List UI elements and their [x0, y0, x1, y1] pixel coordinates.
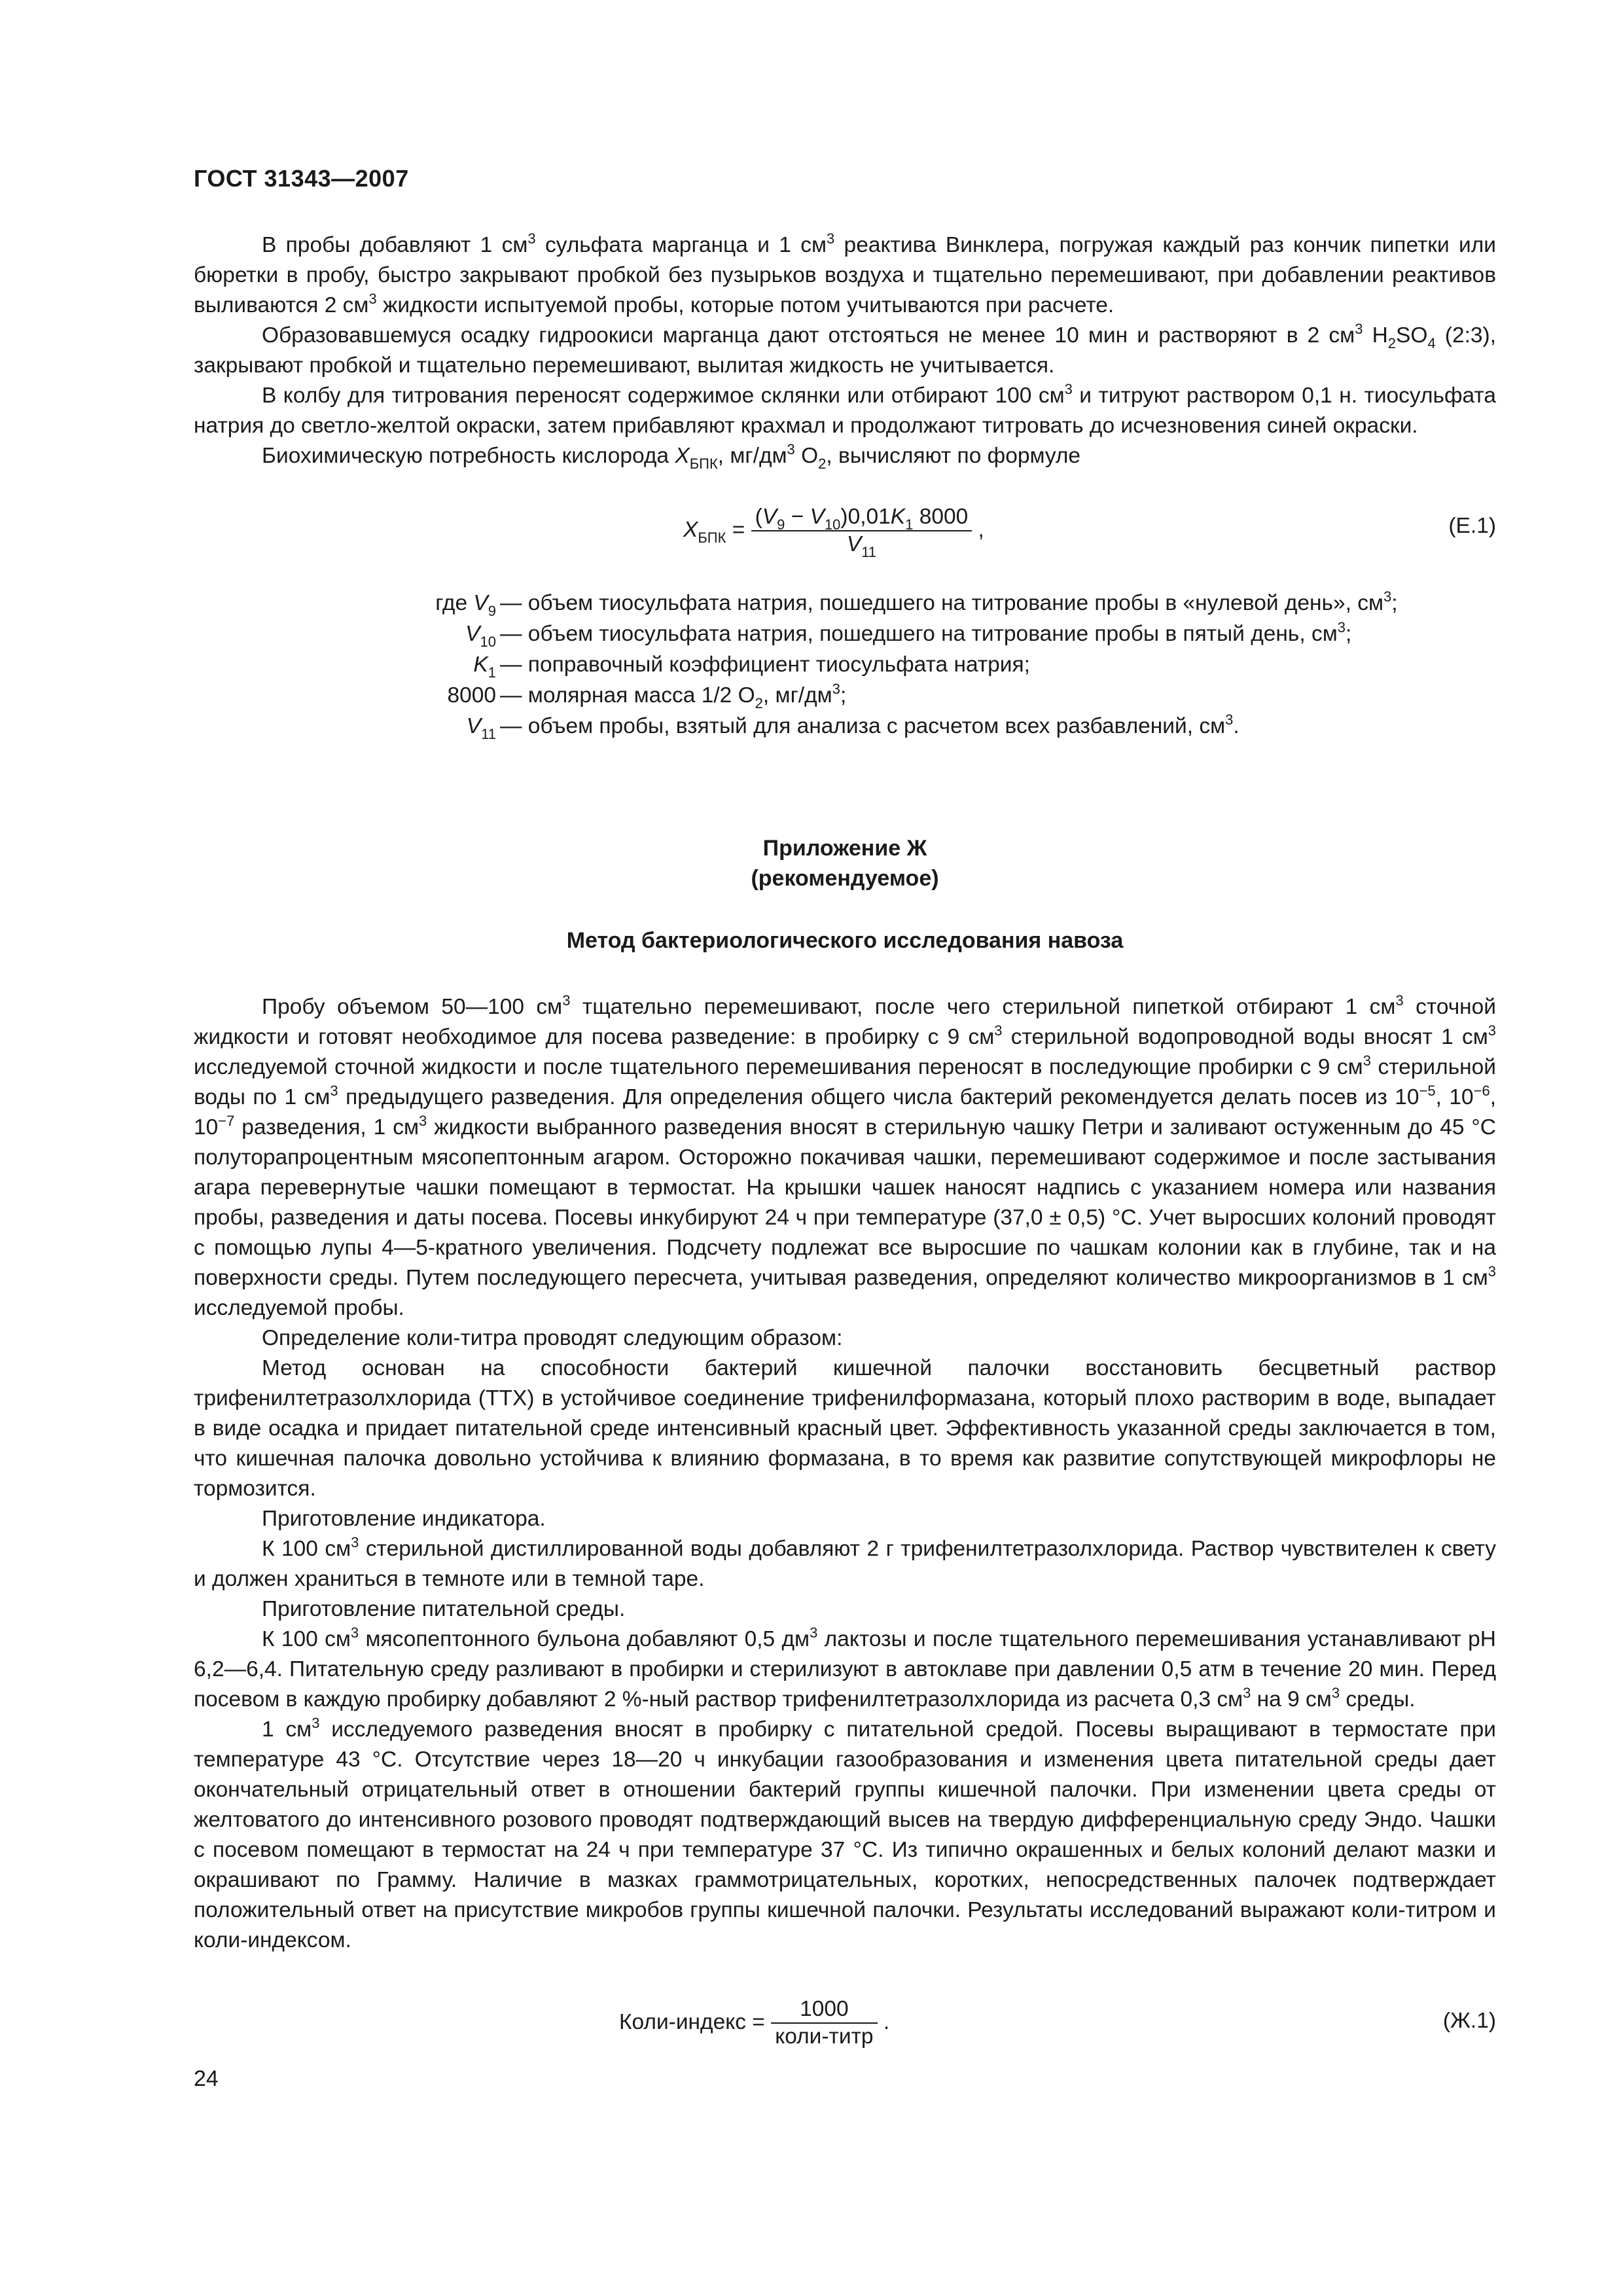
formula-legend — [194, 588, 1496, 742]
formula-e1-fraction: $\frac{(V_9 - V_{10})0,01K_1 8000}{V_{11}}$ — [751, 504, 972, 558]
paragraph: Приготовление индикатора. — [262, 1507, 546, 1531]
paragraph: К 100 $см^3$ мясопептонного бульона добавляют 0,5 $дм^3$ лактозы и после тщательного перемешивания устанавливают рН 6,2—6,4. Питательную среду разливают в пробирки и стерилизуют в автоклаве при давлении 0,5 атм в течение 20 мин. Перед посевом в каждую пробирку добавляют 2 %-ный раствор трифенилтетразолхлорида из расчета 0,3 $см^3$ на 9 $см^3$ среды. — [194, 1624, 1496, 1712]
appendix-subtitle: (рекомендуемое) — [751, 866, 939, 891]
formula-e1-number: (Е.1) — [1448, 514, 1496, 538]
legend-row: 8000 — молярная масса 1/2 $O_2$, $мг/дм^3$; — [447, 681, 847, 711]
paragraph: Определение коли-титра проводят следующим образом: — [262, 1326, 843, 1350]
formula-zh1: Коли-индекс = $\frac{1000}{\text{коли-титр}}$ . — [619, 1997, 890, 2049]
legend-row: $V_{10}$ — объем тиосульфата натрия, пошедшего на титрование пробы в пятый день, $см^3$; — [465, 619, 1352, 650]
paragraph: 1 $см^3$ исследуемого разведения вносят в пробирку с питательной средой. Посевы выращивают в термостате при температуре 43 °С. Отсутствие через 18—20 ч инкубации газообразования и изменения цвета питательной среды дает окончательный отрицательный ответ в отношении бактерий группы кишечной палочки. При изменении цвета среды от желтоватого до интенсивного розового проводят подтверждающий высев на твердую дифференциальную среду Эндо. Чашки с посевом помещают в термостат на 24 ч при температуре 37 °С. Из типично окрашенных и белых колоний делают мазки и окрашивают по Грамму. Наличие в мазках граммотрицательных, коротких, непосредственных палочек подтверждает положительный ответ на присутствие микробов группы кишечной палочки. Результаты исследований выражают коли-титром и коли-индексом. — [194, 1715, 1496, 1952]
legend-row: $K_1$ — поправочный коэффициент тиосульфата натрия; — [473, 653, 1030, 681]
formula-e1: $X_{БПК}$ = $\frac{(V_9 - V_{10})0,01K_1 8000}{V_{11}}$ , — [683, 505, 984, 560]
paragraph: Приготовление питательной среды. — [262, 1597, 626, 1621]
formula-zh1-fraction: $\frac{1000}{\text{коли-титр}}$ — [771, 1996, 877, 2050]
paragraph: В колбу для титрования переносят содержимое склянки или отбирают 100 $см^3$ и титруют раствором 0,1 н. тиосульфата натрия до светло-желтой окраски, затем прибавляют крахмал и продолжают титровать до исчезновения синей окраски. — [194, 381, 1496, 438]
formula-zh1-number: (Ж.1) — [1442, 2009, 1496, 2033]
section-e-text — [194, 230, 1496, 471]
paragraph: В пробы добавляют 1 $см^3$ сульфата марганца и 1 $см^3$ реактива Винклера, погружая каждый раз кончик пипетки или бюретки в пробу, быстро закрывают пробкой без пузырьков воздуха и тщательно перемешивают, при добавлении реактивов выливаются 2 $см^3$ жидкости испытуемой пробы, которые потом учитываются при расчете. — [194, 230, 1496, 317]
section-zh-text — [194, 992, 1496, 1956]
paragraph: Образовавшемуся осадку гидроокиси марганца дают отстояться не менее 10 мин и растворяют в 2 $см^3$ $H_2SO_4$ (2:3), закрывают пробкой и тщательно перемешивают, вылитая жидкость не учитывается. — [194, 321, 1497, 378]
appendix-title: Приложение Ж — [762, 836, 927, 861]
page-number: 24 — [194, 2066, 219, 2091]
paragraph: К 100 $см^3$ стерильной дистиллированной воды добавляют 2 г трифенилтетразолхлорида. Раствор чувствителен к свету и должен храниться в темноте или в темной таре. — [194, 1534, 1496, 1591]
appendix-heading: Метод бактериологического исследования навоза — [566, 928, 1124, 953]
standard-header: ГОСТ 31343—2007 — [194, 165, 409, 192]
legend-row: где $V_9$ — объем тиосульфата натрия, пошедшего на титрование пробы в «нулевой день», $см^3$; — [435, 588, 1398, 619]
paragraph: Биохимическую потребность кислорода $X_{БПК}$, $мг/дм^3$ $O_2$, вычисляют по формуле — [262, 441, 1081, 472]
legend-row: $V_{11}$ — объем пробы, взятый для анализа с расчетом всех разбавлений, $см^3$. — [466, 711, 1240, 742]
paragraph: Пробу объемом 50—100 $см^3$ тщательно перемешивают, после чего стерильной пипеткой отбирают 1 $см^3$ сточной жидкости и готовят необходимое для посева разведение: в пробирку с 9 $см^3$ стерильной водопроводной воды вносят 1 $см^3$ исследуемой сточной жидкости и после тщательного перемешивания переносят в последующие пробирки с 9 $см^3$ стерильной воды по 1 $см^3$ предыдущего разведения. Для определения общего числа бактерий рекомендуется делать посев из $10^{-5}$, $10^{-6}$, $10^{-7}$ разведения, 1 $см^3$ жидкости выбранного разведения вносят в стерильную чашку Петри и заливают остуженным до 45 °С полуторапроцентным мясопептонным агаром. Осторожно покачивая чашки, перемешивают содержимое и после застывания агара перевернутые чашки помещают в термостат. На крышки чашек наносят надпись с указанием номера или названия пробы, разведения и даты посева. Посевы инкубируют 24 ч при температуре (37,0 ± 0,5) °С. Учет выросших колоний проводят с помощью лупы 4—5-кратного увеличения. Подсчету подлежат все выросшие по чашкам колонии как в глубине, так и на поверхности среды. Путем последующего пересчета, учитывая разведения, определяют количество микроорганизмов в 1 $см^3$ исследуемой пробы. — [194, 992, 1497, 1320]
paragraph: Метод основан на способности бактерий кишечной палочки восстановить бесцветный раствор трифенилтетразолхлорида (ТТХ) в устойчивое соединение трифенилформазана, который плохо растворим в воде, выпадает в виде осадка и придает питательной среде интенсивный красный цвет. Эффективность указанной среды заключается в том, что кишечная палочка довольно устойчива к влиянию формазана, в то время как развитие сопутствующей микрофлоры не тормозится. — [194, 1356, 1496, 1501]
